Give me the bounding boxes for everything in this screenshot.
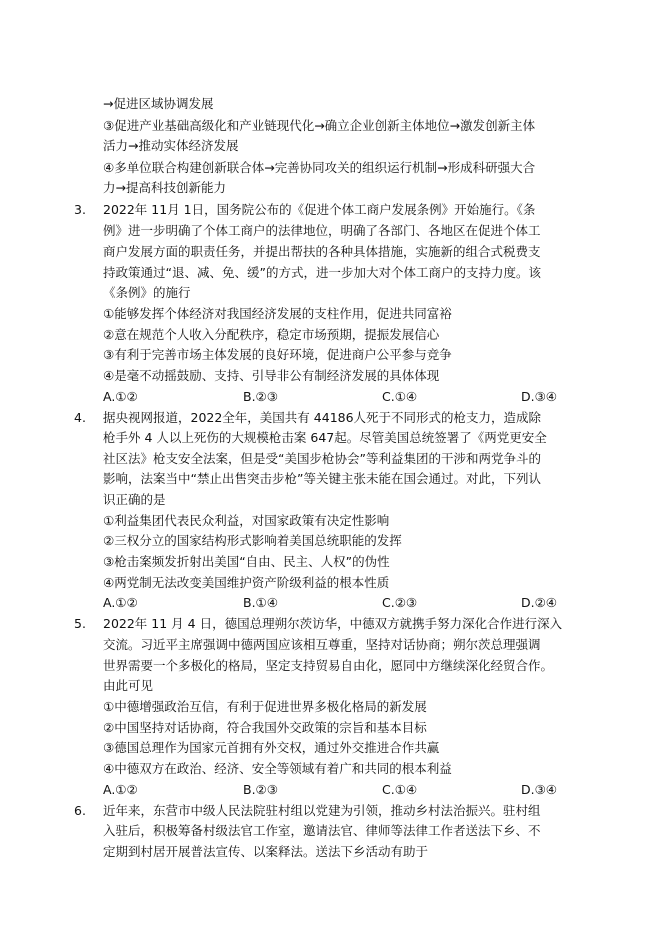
question-5-stem-line: 2022年 11 月 4 日，德国总理朔尔茨访华，中德双方就携手努力深化合作进行深入 bbox=[103, 616, 563, 631]
question-4-item: ③枪击案频发折射出美国“自由、民主、人权”的伪性 bbox=[103, 554, 390, 569]
question-3-stem-line: 例》进一步明确了个体工商户的法律地位，明确了各部门、各地区在促进个体工 bbox=[103, 223, 541, 238]
question-4-stem-line: 据央视网报道，2022全年，美国共有 44186人死于不同形式的枪支力，造成除 bbox=[103, 410, 542, 425]
question-3-item: ③有利于完善市场主体发展的良好环境，促进商户公平参与竞争 bbox=[103, 347, 452, 362]
question-3-number: 3. bbox=[74, 202, 86, 217]
question-3-option-b: B.②③ bbox=[243, 389, 278, 404]
question-3-option-c: C.①④ bbox=[382, 389, 418, 404]
question-5-item: ②中国坚持对话协商，符合我国外交政策的宗旨和基本目标 bbox=[103, 720, 427, 735]
question-5-item: ④中德双方在政治、经济、安全等领域有着广和共同的根本利益 bbox=[103, 761, 452, 776]
question-5-stem-line: 由此可见 bbox=[103, 678, 154, 693]
question-5-stem-line: 交流。习近平主席强调中德两国应该相互尊重，坚持对话协商；朔尔茨总理强调 bbox=[103, 637, 541, 652]
question-4-option-d: D.②④ bbox=[521, 595, 558, 610]
question-4-stem-line: 社区法》枪支安全法案，但是受“美国步枪协会”等利益集团的干涉和两党争斗的 bbox=[103, 451, 541, 466]
question-6-stem-line: 入驻后，积极筹备村级法官工作室，邀请法官、律师等法律工作者送法下乡、不 bbox=[103, 823, 541, 838]
question-6-number: 6. bbox=[74, 803, 86, 818]
question-3-stem-line: 商户发展方面的职责任务，并提出帮扶的各种具体措施，实施新的组合式税费支 bbox=[103, 244, 541, 259]
question-5-option-b: B.②③ bbox=[243, 782, 278, 797]
prev-line-1: →促进区域协调发展 bbox=[103, 96, 214, 111]
question-3-item: ①能够发挥个体经济对我国经济发展的支柱作用，促进共同富裕 bbox=[103, 306, 452, 321]
question-5-stem-line: 世界需要一个多极化的格局，坚定支持贸易自由化，愿同中方继续深化经贸合作。 bbox=[103, 658, 554, 673]
question-4-stem-line: 识正确的是 bbox=[103, 492, 166, 507]
question-4-option-b: B.①④ bbox=[243, 595, 278, 610]
prev-line-3: 活力→推动实体经济发展 bbox=[103, 138, 239, 153]
question-4-stem-line: 枪手外 4 人以上死伤的大规模枪击案 647起。尽管美国总统签署了《两党更安全 bbox=[103, 430, 547, 445]
question-3-item: ②意在规范个人收入分配秩序，稳定市场预期，提振发展信心 bbox=[103, 327, 440, 342]
question-3-option-a: A.①② bbox=[103, 389, 138, 404]
question-5-option-a: A.①② bbox=[103, 782, 138, 797]
question-3-item: ④是毫不动摇鼓励、支持、引导非公有制经济发展的具体体现 bbox=[103, 368, 440, 383]
question-5-option-d: D.③④ bbox=[521, 782, 558, 797]
question-6-stem-line: 定期到村居开展普法宣传、以案释法。送法下乡活动有助于 bbox=[103, 844, 429, 859]
question-4-item: ②三权分立的国家结构形式影响着美国总统职能的发挥 bbox=[103, 533, 402, 548]
question-4-stem-line: 影响，法案当中“禁止出售突击步枪”等关键主张未能在国会通过。对此，下列认 bbox=[103, 471, 541, 486]
prev-line-4: ④多单位联合构建创新联合体→完善协同攻关的组织运行机制→形成科研强大合 bbox=[103, 160, 536, 175]
question-5-item: ③德国总理作为国家元首拥有外交权，通过外交推进合作共赢 bbox=[103, 740, 440, 755]
question-4-option-c: C.②③ bbox=[382, 595, 418, 610]
question-3-stem-line: 《条例》的施行 bbox=[103, 285, 191, 300]
question-5-option-c: C.①④ bbox=[382, 782, 418, 797]
question-4-item: ①利益集团代表民众利益，对国家政策有决定性影响 bbox=[103, 513, 390, 528]
question-5-item: ①中德增强政治互信，有利于促进世界多极化格局的新发展 bbox=[103, 699, 427, 714]
question-3-stem-line: 持政策通过“退、减、免、缓”的方式，进一步加大对个体工商户的支持力度。该 bbox=[103, 265, 541, 280]
question-4-item: ④两党制无法改变美国维护资产阶级利益的根本性质 bbox=[103, 575, 390, 590]
question-3-stem-line: 2022年 11月 1日，国务院公布的《促进个体工商户发展条例》开始施行。《条 bbox=[103, 202, 536, 217]
question-6-stem-line: 近年来，东营市中级人民法院驻村组以党建为引领，推动乡村法治振兴。驻村组 bbox=[103, 803, 541, 818]
prev-line-2: ③促进产业基础高级化和产业链现代化→确立企业创新主体地位→激发创新主体 bbox=[103, 118, 536, 133]
question-4-option-a: A.①② bbox=[103, 595, 138, 610]
prev-line-5: 力→提高科技创新能力 bbox=[103, 180, 226, 195]
question-3-option-d: D.③④ bbox=[521, 389, 558, 404]
question-5-number: 5. bbox=[74, 616, 86, 631]
question-4-number: 4. bbox=[74, 410, 86, 425]
